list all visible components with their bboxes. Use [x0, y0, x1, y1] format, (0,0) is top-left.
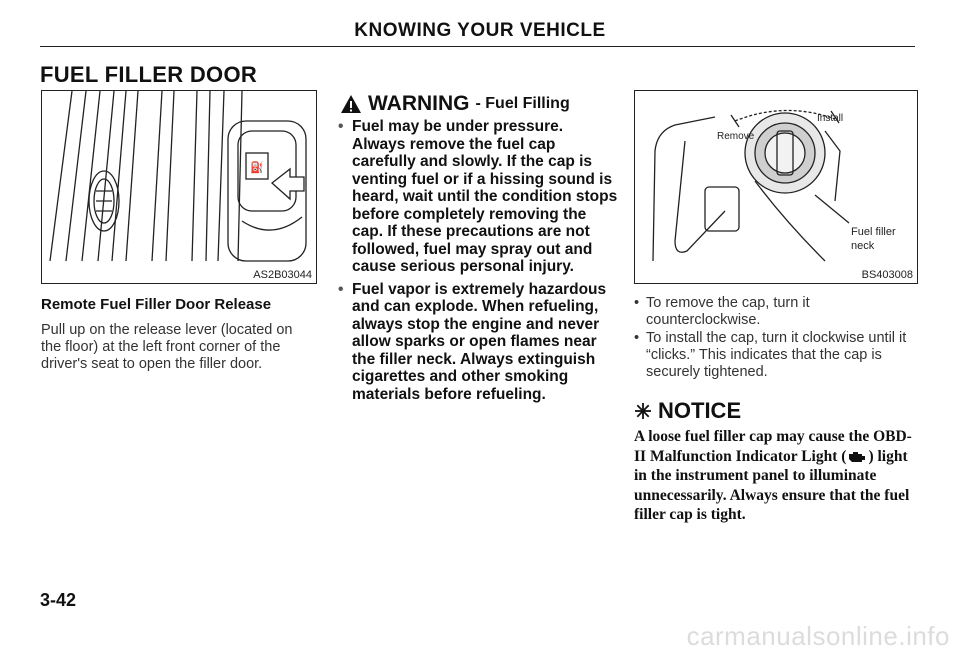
notice-label: NOTICE	[658, 398, 742, 423]
notice-text-end: ) light in the instrument panel to illuminate unnecessarily. Always ensure that the fuel filler cap is tight.	[634, 447, 910, 523]
svg-text:⛽: ⛽	[250, 162, 264, 174]
figure-code: BS403008	[861, 269, 913, 281]
watermark: carmanualsonline.info	[686, 621, 950, 651]
release-body: Pull up on the release lever (located on the floor) at the left front corner of the driver's seat to open the filler door.	[41, 322, 293, 372]
warning-label: WARNING	[368, 92, 470, 115]
header-rule	[40, 46, 915, 47]
warning-item: • Fuel may be under pressure. Always remove the fuel cap carefully and slowly. If the cap is venting fuel or if a hissing sound is heard, wait until the condition stops before completely removing the cap. If these precautions are not followed, fuel may spray out and cause serious personal injury.	[338, 118, 618, 276]
figure-fuel-cap	[634, 90, 918, 284]
cap-tips-list	[632, 295, 917, 382]
rear-quarter-fuel-door-illustration	[42, 91, 316, 283]
tip-item: • To remove the cap, turn it counterclockwise.	[632, 295, 917, 329]
warning-triangle-icon	[340, 94, 362, 114]
label-install: Install	[817, 113, 844, 124]
check-engine-icon	[846, 450, 868, 464]
tip-item: • To install the cap, turn it clockwise until it “clicks.” This indicates that the cap is securely tightened.	[632, 330, 917, 381]
label-neck: neck	[851, 240, 875, 252]
warning-item: • Fuel vapor is extremely hazardous and can explode. When refueling, always stop the engine and never allow sparks or open flames near the filler neck. Always extinguish cigarettes and other smoking materials before refueling.	[338, 281, 618, 404]
notice-text	[634, 427, 919, 525]
label-fuel-filler: Fuel filler	[851, 226, 896, 238]
release-heading: Remote Fuel Filler Door Release	[41, 296, 272, 313]
notice-text-start: A loose fuel filler cap may cause the OBD-II Malfunction Indicator Light (	[634, 428, 912, 465]
warning-title	[340, 92, 570, 116]
warning-list	[338, 118, 618, 408]
figure-fuel-door	[41, 90, 317, 284]
page-header: KNOWING YOUR VEHICLE	[354, 20, 606, 41]
warning-subtitle: - Fuel Filling	[475, 95, 570, 112]
section-title: FUEL FILLER DOOR	[40, 62, 258, 87]
fuel-cap-illustration	[635, 91, 917, 283]
notice-title	[634, 398, 741, 424]
asterisk-icon	[634, 402, 652, 420]
figure-code: AS2B03044	[253, 269, 312, 281]
label-remove: Remove	[717, 131, 755, 142]
page-number: 3-42	[40, 590, 77, 610]
